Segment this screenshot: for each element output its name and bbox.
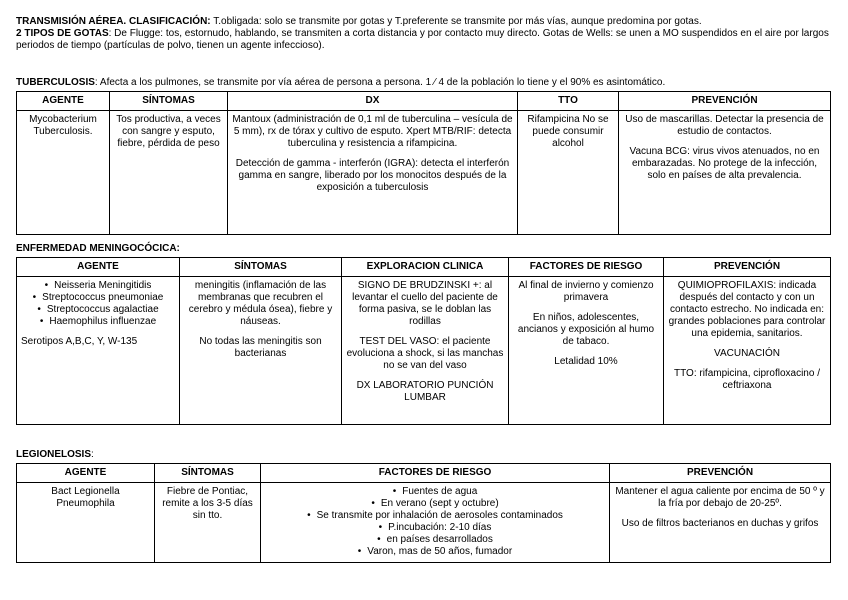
mening-title <box>16 243 180 255</box>
legio-h-agente: AGENTE <box>17 464 155 483</box>
list-item: • Fuentes de agua <box>265 486 605 498</box>
legio-title <box>16 449 94 461</box>
mening-header-row <box>17 258 831 277</box>
list-item: • Haemophilus influenzae <box>21 316 175 328</box>
legio-factor-list <box>265 486 605 558</box>
intro-l1-bold: TRANSMISIÓN AÉREA. CLASIFICACIÓN: <box>16 16 211 27</box>
tb-h-dx: DX <box>228 92 518 111</box>
mening-fr-2: En niños, adolescentes, ancianos y exposición al humo de tabaco. <box>517 312 655 347</box>
mening-exploracion <box>342 277 509 425</box>
list-item: • Streptococcus agalactiae <box>21 304 175 316</box>
legio-sintomas: Fiebre de Pontiac, remite a los 3-5 días sin tto. <box>155 483 261 563</box>
legio-h-sintomas: SÍNTOMAS <box>155 464 261 483</box>
mening-fr-1: Al final de invierno y comienzo primavera <box>518 280 654 303</box>
legio-title-text: LEGIONELOSIS <box>16 449 92 460</box>
tb-dx <box>228 111 518 235</box>
intro-l2-bold: 2 TIPOS DE GOTAS <box>16 28 109 39</box>
tb-header-row <box>17 92 831 111</box>
list-item: • en países desarrollados <box>265 534 605 546</box>
mening-prev-3: TTO: rifampicina, ciprofloxacino / ceftriaxona <box>674 368 820 391</box>
tb-h-agente: AGENTE <box>17 92 110 111</box>
legio-header-row <box>17 464 831 483</box>
mening-sint-2: No todas las meningitis son bacterianas <box>199 336 322 359</box>
legio-agente: Bact Legionella Pneumophila <box>17 483 155 563</box>
list-item: • Varon, mas de 50 años, fumador <box>265 546 605 558</box>
intro-l1-text: T.obligada: solo se transmite por gotas y T.preferente se transmite por más vías, aunque predomina por gotas. <box>210 16 702 27</box>
tb-h-tto: TTO <box>518 92 619 111</box>
mening-expl-2: TEST DEL VASO: el paciente evoluciona a shock, si las manchas no se van del vaso <box>346 336 504 371</box>
tb-prevencion <box>619 111 831 235</box>
tb-prev-2: Vacuna BCG: virus vivos atenuados, no en embarazadas. No protege de la infección, solo en países de alta prevalencia. <box>629 146 820 181</box>
tb-h-prevencion: PREVENCIÓN <box>619 92 831 111</box>
tb-table <box>16 91 831 235</box>
tb-data-row <box>17 111 831 235</box>
mening-sint-1: meningitis (inflamación de las membranas que recubren el cerebro y médula ósea), fiebre y náuseas. <box>188 280 333 327</box>
intro <box>16 16 831 52</box>
list-item: • Neisseria Meningitidis <box>21 280 175 292</box>
mening-h-factores: FACTORES DE RIESGO <box>509 258 664 277</box>
legio-prev-1: Mantener el agua caliente por encima de 50 º y la fría por debajo de 20-25º. <box>615 486 825 509</box>
mening-agent-list <box>21 280 175 328</box>
mening-fr-3: Letalidad 10% <box>554 356 618 367</box>
tb-prev-1: Uso de mascarillas. Detectar la presencia de estudio de contactos. <box>625 114 824 137</box>
mening-h-exploracion: EXPLORACION CLINICA <box>342 258 509 277</box>
legio-h-factores: FACTORES DE RIESGO <box>261 464 610 483</box>
mening-table <box>16 257 831 425</box>
mening-title-text: ENFERMEDAD MENINGOCÓCICA: <box>16 243 180 254</box>
mening-serotipos: Serotipos A,B,C, Y, W-135 <box>21 336 138 347</box>
tb-title <box>16 77 831 89</box>
mening-prev-2: VACUNACIÓN <box>714 348 780 359</box>
legio-title-colon: : <box>91 449 94 460</box>
tb-tto: Rifampicina No se puede consumir alcohol <box>518 111 619 235</box>
tb-title-bold: TUBERCULOSIS <box>16 77 95 88</box>
legio-prevencion <box>610 483 831 563</box>
tb-dx-2: Detección de gamma - interferón (IGRA): detecta el interferón gamma en sangre, liberado por los monocitos después de la exposición a tuberculosis <box>235 158 510 193</box>
intro-l2-text: : De Flugge: tos, estornudo, hablando, se transmiten a corta distancia y por contacto muy directo. Gotas de Wells: se unen a MO suspendidos en el aire por largos periodos de tiempo (partículas de polvo, tienen un agente infeccioso). <box>16 28 829 51</box>
mening-factores <box>509 277 664 425</box>
mening-expl-1: SIGNO DE BRUDZINSKI +: al levantar el cuello del paciente de forma pasiva, se le doblan las rodillas <box>352 280 498 327</box>
mening-prevencion <box>664 277 831 425</box>
mening-expl-3: DX LABORATORIO PUNCIÓN LUMBAR <box>356 380 494 403</box>
intro-line-1 <box>16 16 831 28</box>
mening-prev-1: QUIMIOPROFILAXIS: indicada después del contacto y con un contacto estrecho. No indicada en: grandes poblaciones para controlar una epidemia, sanitarios. <box>668 280 826 339</box>
legio-table <box>16 463 831 563</box>
tb-agente: Mycobacterium Tuberculosis. <box>17 111 110 235</box>
list-item: • Streptococcus pneumoniae <box>21 292 175 304</box>
tb-title-text: : Afecta a los pulmones, se transmite por vía aérea de persona a persona. 1 ⁄ 4 de la población lo tiene y el 90% es asintomático. <box>94 77 666 88</box>
mening-agente <box>17 277 180 425</box>
mening-sintomas <box>180 277 342 425</box>
tb-h-sintomas: SÍNTOMAS <box>110 92 228 111</box>
list-item: • Se transmite por inhalación de aerosoles contaminados <box>265 510 605 522</box>
legio-h-prevencion: PREVENCIÓN <box>610 464 831 483</box>
tb-sintomas: Tos productiva, a veces con sangre y esputo, fiebre, pérdida de peso <box>110 111 228 235</box>
legio-prev-2: Uso de filtros bacterianos en duchas y grifos <box>621 518 819 529</box>
mening-h-prevencion: PREVENCIÓN <box>664 258 831 277</box>
legio-factores <box>261 483 610 563</box>
tb-dx-1: Mantoux (administración de 0,1 ml de tuberculina – vesícula de 5 mm), rx de tórax y cultivo de esputo. Xpert MTB/RIF: detecta tuberculina y resistencia a rifampicina. <box>232 114 513 149</box>
list-item: • En verano (sept y octubre) <box>265 498 605 510</box>
mening-h-sintomas: SÍNTOMAS <box>180 258 342 277</box>
intro-line-2 <box>16 28 831 52</box>
legio-data-row <box>17 483 831 563</box>
mening-h-agente: AGENTE <box>17 258 180 277</box>
mening-data-row <box>17 277 831 425</box>
list-item: • P.incubación: 2-10 días <box>265 522 605 534</box>
